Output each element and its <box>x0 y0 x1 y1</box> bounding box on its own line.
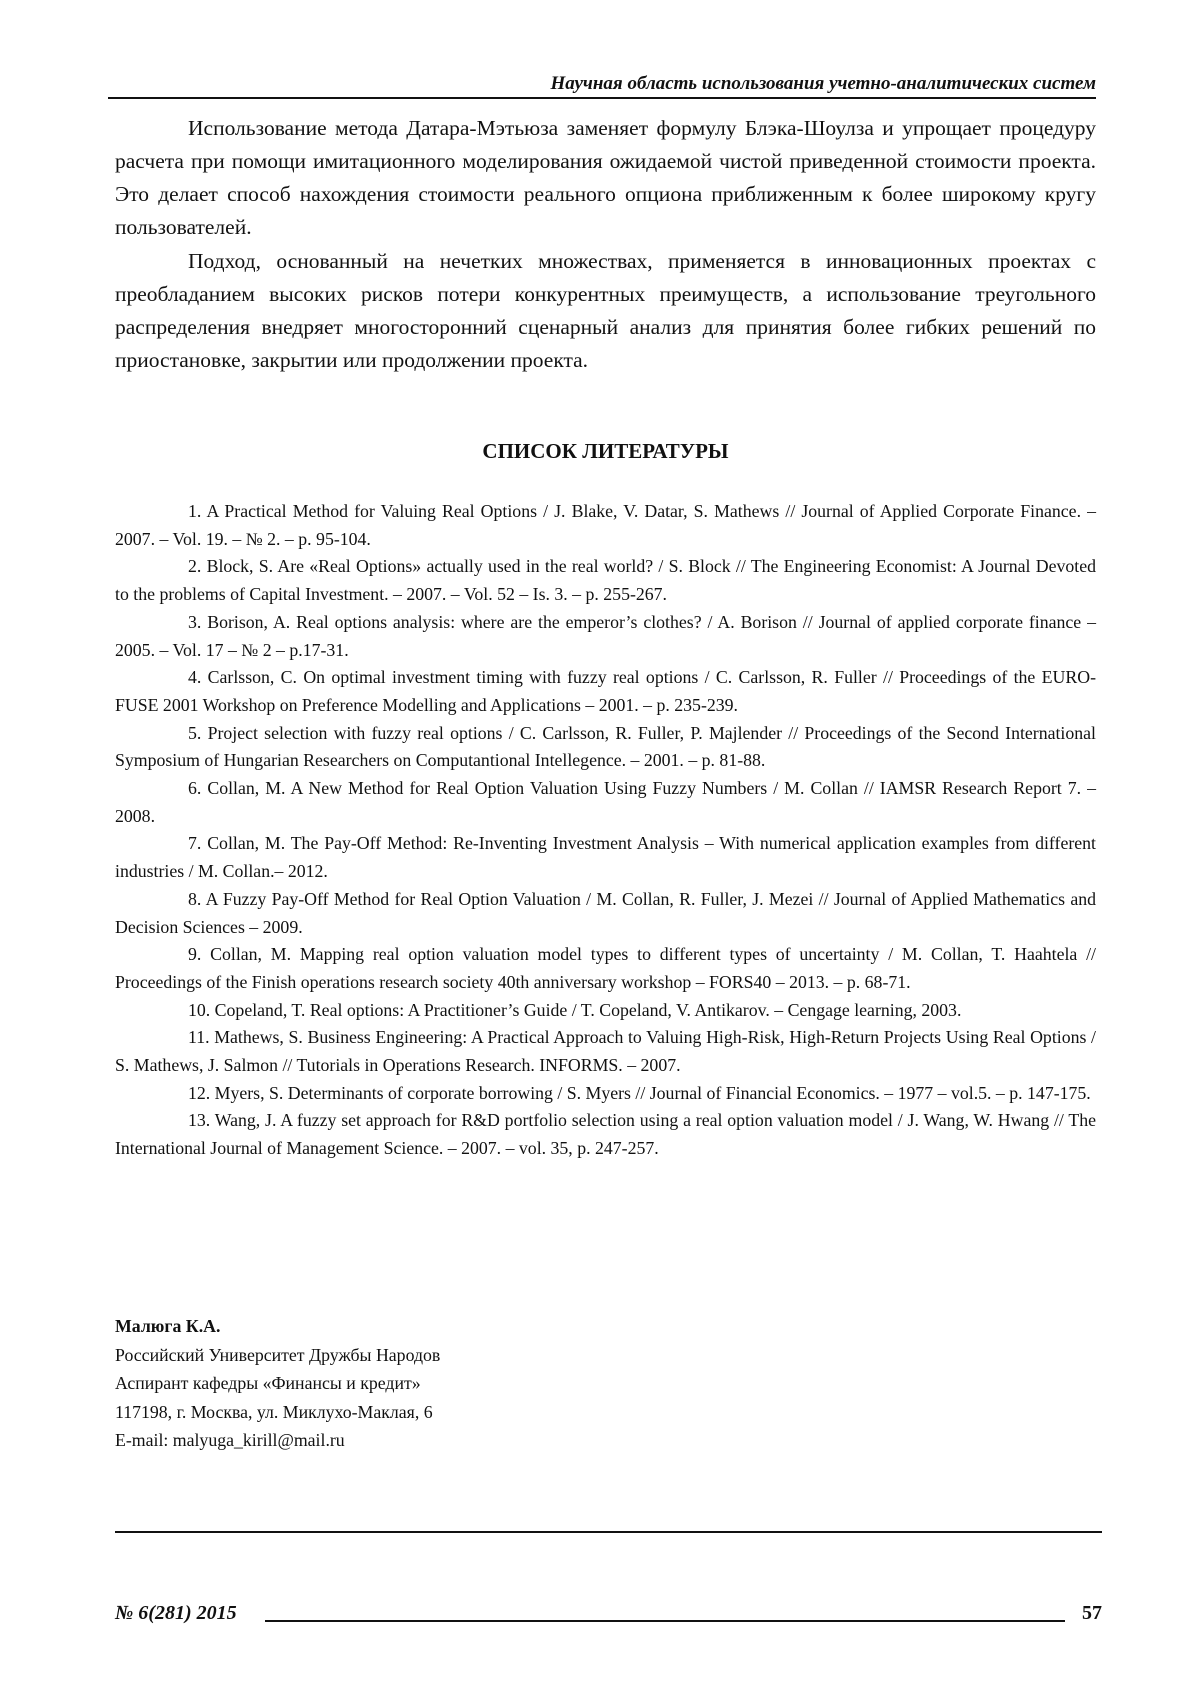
author-position: Аспирант кафедры «Финансы и кредит» <box>115 1369 715 1398</box>
author-name: Малюга К.А. <box>115 1312 715 1341</box>
reference-item: 10. Copeland, T. Real options: A Practitioner’s Guide / T. Copeland, V. Antikarov. – Cengage learning, 2003. <box>115 997 1096 1025</box>
reference-item: 11. Mathews, S. Business Engineering: A Practical Approach to Valuing High-Risk, High-Return Projects Using Real Options / S. Mathews, J. Salmon // Tutorials in Operations Research. INFORMS. – 2007. <box>115 1024 1096 1079</box>
author-block <box>115 1312 715 1455</box>
header-rule <box>108 97 1096 99</box>
reference-item: 4. Carlsson, C. On optimal investment timing with fuzzy real options / C. Carlsson, R. Fuller // Proceedings of the EURO- FUSE 2001 Workshop on Preference Modelling and Applications – 2001. – p. 235-239. <box>115 664 1096 719</box>
reference-item: 13. Wang, J. A fuzzy set approach for R&D portfolio selection using a real option valuation model / J. Wang, W. Hwang // The International Journal of Management Science. – 2007. – vol. 35, p. 247-257. <box>115 1107 1096 1162</box>
author-address: 117198, г. Москва, ул. Миклухо-Маклая, 6 <box>115 1398 715 1427</box>
body-text <box>115 112 1096 378</box>
page-number: 57 <box>1082 1600 1102 1626</box>
running-header: Научная область использования учетно-аналитических систем <box>108 72 1096 96</box>
reference-item: 1. A Practical Method for Valuing Real Options / J. Blake, V. Datar, S. Mathews // Journal of Applied Corporate Finance. – 2007. – Vol. 19. – № 2. – p. 95-104. <box>115 498 1096 553</box>
reference-item: 2. Block, S. Are «Real Options» actually used in the real world? / S. Block // The Engineering Economist: A Journal Devoted to the problems of Capital Investment. – 2007. – Vol. 52 – Is. 3. – p. 255-267. <box>115 553 1096 608</box>
footer-line <box>265 1620 1065 1622</box>
reference-item: 3. Borison, A. Real options analysis: where are the emperor’s clothes? / A. Borison // Journal of applied corporate finance – 2005. – Vol. 17 – № 2 – p.17-31. <box>115 609 1096 664</box>
reference-item: 8. A Fuzzy Pay-Off Method for Real Option Valuation / M. Collan, R. Fuller, J. Mezei // Journal of Applied Mathematics and Decision Sciences – 2009. <box>115 886 1096 941</box>
reference-list <box>115 498 1096 1163</box>
author-email: E-mail: malyuga_kirill@mail.ru <box>115 1426 715 1455</box>
reference-item: 7. Collan, M. The Pay-Off Method: Re-Inventing Investment Analysis – With numerical application examples from different industries / M. Collan.– 2012. <box>115 830 1096 885</box>
reference-item: 9. Collan, M. Mapping real option valuation model types to different types of uncertainty / M. Collan, T. Haahtela // Proceedings of the Finish operations research society 40th anniversary workshop – FORS40 – 2013. – p. 68-71. <box>115 941 1096 996</box>
page-footer <box>115 1600 1102 1630</box>
reference-item: 6. Collan, M. A New Method for Real Option Valuation Using Fuzzy Numbers / M. Collan // IAMSR Research Report 7. – 2008. <box>115 775 1096 830</box>
reference-item: 12. Myers, S. Determinants of corporate borrowing / S. Myers // Journal of Financial Economics. – 1977 – vol.5. – p. 147-175. <box>115 1080 1096 1108</box>
issue-number: № 6(281) 2015 <box>115 1600 237 1626</box>
body-paragraph: Использование метода Датара-Мэтьюза заменяет формулу Блэка-Шоулза и упрощает процедуру расчета при помощи имитационного моделирования ожидаемой чистой приведенной стоимости проекта. Это делает способ нахождения стоимости реального опциона приближенным к более широкому кругу пользователей. <box>115 112 1096 244</box>
references-title: СПИСОК ЛИТЕРАТУРЫ <box>115 437 1096 465</box>
body-paragraph: Подход, основанный на нечетких множествах, применяется в инновационных проектах с преобладанием высоких рисков потери конкурентных преимуществ, а использование треугольного распределения внедряет многосторонний сценарный анализ для принятия более гибких решений по приостановке, закрытии или продолжении проекта. <box>115 245 1096 377</box>
reference-item: 5. Project selection with fuzzy real options / C. Carlsson, R. Fuller, P. Majlender // Proceedings of the Second International Symposium of Hungarian Researchers on Computantional Intellegence. – 2001. – p. 81-88. <box>115 720 1096 775</box>
author-university: Российский Университет Дружбы Народов <box>115 1341 715 1370</box>
footer-rule <box>115 1531 1102 1533</box>
